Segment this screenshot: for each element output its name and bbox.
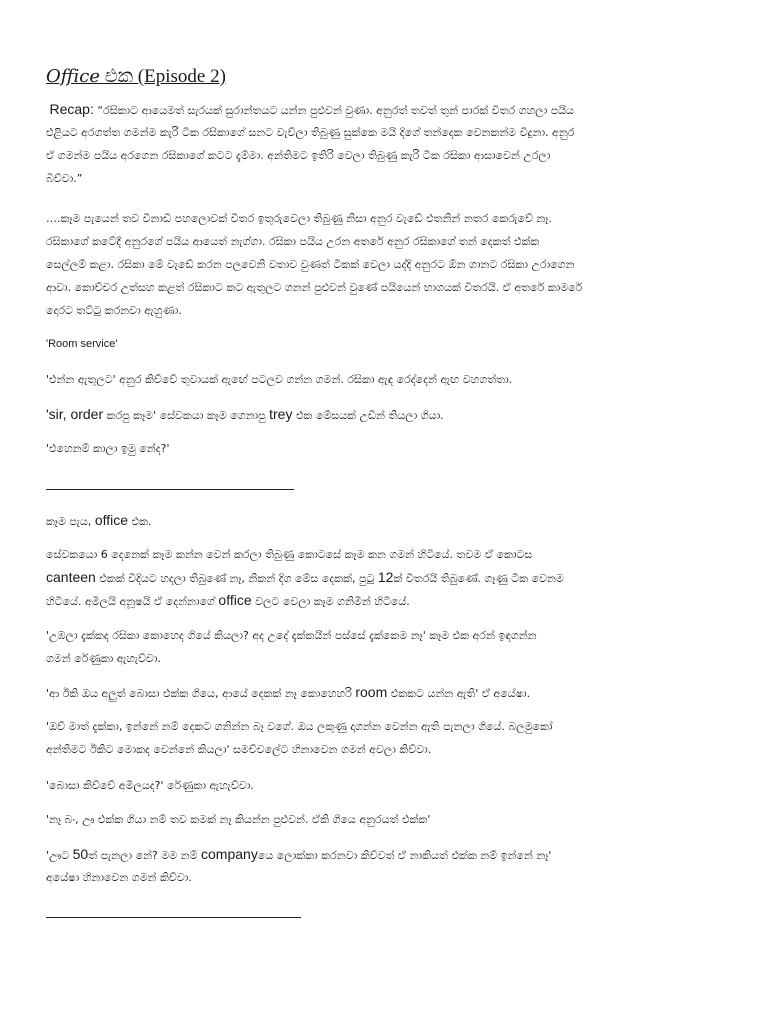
sir-order-line: 'sir, order කරපු කෑම' සේවකයා කෑම ගෙනාපු trey එක මේසයක් උඩින් තියලා ගියා. bbox=[46, 406, 444, 422]
recap-line-4: බිව්වා.” bbox=[46, 172, 83, 185]
story-paragraph-8: 'ඌට 50ත් පැනලා නේ? මම නම් companyයෙ ලොක්කා කරනවා කිව්වත් ඒ නාකියත් එක්ක නම් ඉන්නේ නෑ' අයේෂා හිනාවෙන ගමන් කිව්වා. bbox=[46, 846, 552, 884]
story-paragraph-6: 'බොසා කිව්වේ අමිලයද?' රේණුකා ඇහැව්වා. bbox=[46, 779, 254, 792]
recap-label: Recap: bbox=[49, 101, 94, 117]
recap-paragraph bbox=[46, 98, 722, 190]
ehenam-line: 'එහෙනම් කාලා ඉමු නේද?' bbox=[46, 442, 170, 455]
section-2-heading: කෑම පැය, office එක. bbox=[46, 512, 152, 528]
title-episode: එක (Episode 2) bbox=[100, 66, 226, 87]
enna-line: 'එන්න ඇතුලට' අනුර කිව්වේ තුවායක් ඇඟේ පටලව ගන්න ගමන්. රසිකා ඇඳ රෙද්දෙන් ඇඟ වහගත්තා. bbox=[46, 373, 513, 386]
page-title bbox=[46, 66, 226, 88]
story-paragraph-1: ….කෑම පැයෙන් තව විනාඩි පහලොවක් විතර ඉතුරුවෙලා තිබුණු නිසා අනුර වැඩේ එතනින් නතර කෙරුවේ නෑ. රසිකාගේ කටේදී අනුරගේ පයිය ආයෙත් නැග්ගා. රසිකා පයිය උරන අතරේ අනුර රසිකාගේ තන් දෙකත් එක්ක සෙල්ලම් කළා. රසිකා මේ වැඩේ කරන පලවෙනි වතාව වුණත් ටිකක් වෙලා යද්දි අනුරට ඕන ගානට රසිකා උරාගෙන ආවා. කොච්චර උත්සහ කළත් රසිකාට කට ඇතුලට ගනන් පුළුවන් වුණේ පයියෙන් භාගයක් විතරයි. ඒ අතරේ කාමරේ දොරට තට්ටු කරනවා ඇහුණා. bbox=[46, 212, 583, 317]
recap-line-2: එළියට අරගත්ත ගමන්ම කැරි ටික රසිකාගේ සනට වැව්ලා තිබුණු සුක්කෙ මයි දිගේ තන්දෙක වෙනකන්ම විදුනා. අනුර bbox=[46, 126, 575, 139]
story-paragraph-2: සේවකයො 6 දෙනෙක් කෑම කන්න වෙන් කරලා තිබුණු කොටසේ කෑම කන ගමන් හිටියේ. තවම ඒ කොටස canteen එකක් විදියට හදලා තිබුණේ නෑ, නිකන් දිග මේස දෙකක්, පුටු 12ක් විතරයි තිබුණේ. ගෑණු ටික වෙනම හිටියේ. අමිලයි අනූෂයි ඒ දෙන්නාගේ office වලට වෙලා කෑම ගනිමින් හිටියේ. bbox=[46, 548, 564, 608]
story-paragraph-5: 'ඔව් මාත් දැක්කා, ඉන්නේ නම් දෙකට ගනින්න බෑ වගේ. ඔය ලකුණු දාගන්න වෙන්න ඇති පැනලා ගියේ. බලමුකෝ අන්තිමට ඊකිට මොකද වෙන්නේ කියලා' සමච්චලේට හිනාවෙන ගමන් අවලා කිව්වා. bbox=[46, 720, 553, 756]
title-office: Office bbox=[46, 66, 100, 87]
recap-line-1: Recap: “රසිකාට ආයෙමත් සැරයක් සුරාන්තයට යන්න පුළුවන් වුණා. අනුරත් තවත් තුන් පාරක් විතර ගහලා පයිය bbox=[49, 101, 574, 117]
story-paragraph-4: 'ආ ඊකි ඔය අලුත් බොසා එක්ක ගියෙ, ආයේ දෙකක් නෑ කොහෙහරි room එකකට යන්න ඇති' ඒ අයේෂා. bbox=[46, 684, 531, 700]
section-divider-2 bbox=[46, 917, 301, 918]
story-paragraph-3: 'උඹලා දැක්කද රසිකා කොහෙද ගියේ කියලා? අද උදේ දැක්කයින් පස්සේ දැක්කෙම නෑ' කෑම එක අරන් ඉඳගන්න ගමන් රේණුකා ඇහැව්වා. bbox=[46, 629, 537, 665]
recap-line-3: ඒ ගමන්ම පයිය අරගෙන රසිකාගේ කටට දැම්මා. අන්තිමට ඉතිරි වෙලා තිබුණු කැරි ටික රසිකා ආසාවෙන් උරලා bbox=[46, 149, 551, 162]
story-paragraph-7: 'නෑ බං, ඌ එක්ක ගියා නම් තව කමක් නෑ කියන්න පුළුවන්. ඒකි ගියෙ අනුරයත් එක්ක' bbox=[46, 813, 431, 826]
section-divider-1 bbox=[46, 489, 294, 490]
room-service-line: 'Room service' bbox=[46, 338, 118, 350]
